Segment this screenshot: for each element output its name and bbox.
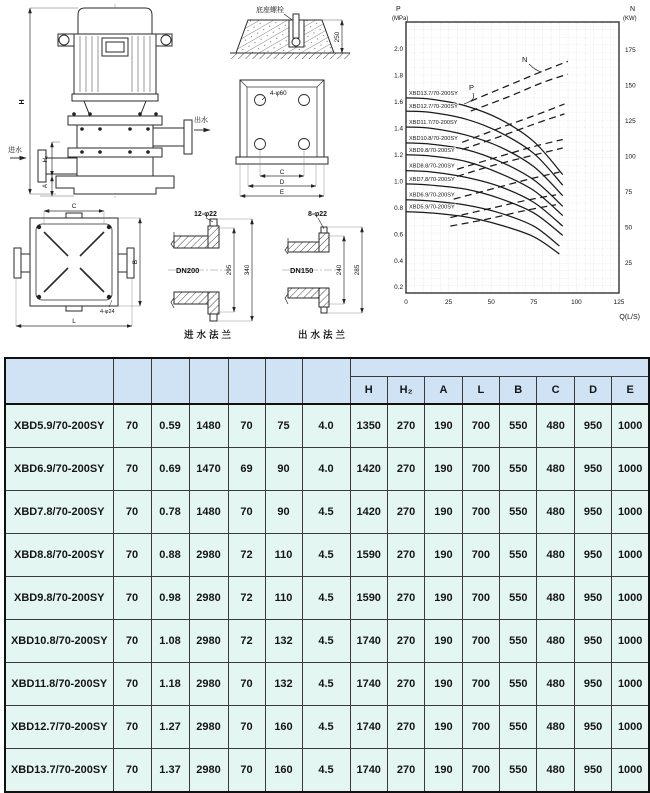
value-cell: 190 bbox=[425, 749, 462, 793]
value-cell: 1740 bbox=[350, 749, 387, 793]
value-cell: 70 bbox=[113, 749, 151, 793]
foundation-section-view bbox=[230, 5, 350, 59]
model-cell: XBD6.9/70-200SY bbox=[5, 448, 113, 491]
chart-power-group-label: N bbox=[522, 55, 528, 64]
left-axis-tick: 1.6 bbox=[394, 99, 403, 107]
header-dim-1: H₂ bbox=[387, 377, 424, 405]
value-cell: 1000 bbox=[612, 620, 649, 663]
value-cell: 70 bbox=[228, 749, 265, 793]
value-cell: 700 bbox=[462, 706, 499, 749]
value-cell: 190 bbox=[425, 448, 462, 491]
inlet-flange-caption: 进水法兰 bbox=[184, 330, 235, 341]
x-axis-tick: 0 bbox=[404, 299, 408, 306]
x-axis-tick: 25 bbox=[445, 299, 453, 306]
base-plan-dim-e: E bbox=[279, 189, 285, 196]
value-cell: 4.0 bbox=[302, 404, 350, 448]
left-axis-tick: 0.6 bbox=[394, 231, 403, 239]
base-plan-holes-label: 4-φ60 bbox=[270, 90, 287, 97]
value-cell: 1480 bbox=[189, 404, 228, 448]
dim-h2-label: H₂ bbox=[42, 155, 49, 163]
value-cell: 1000 bbox=[612, 404, 649, 448]
value-cell: 950 bbox=[574, 448, 611, 491]
base-plate-plan-view bbox=[236, 80, 328, 196]
value-cell: 0.88 bbox=[151, 534, 189, 577]
left-axis-tick: 0.8 bbox=[394, 204, 403, 212]
value-cell: 70 bbox=[113, 620, 151, 663]
value-cell: 950 bbox=[574, 491, 611, 534]
value-cell: 190 bbox=[425, 491, 462, 534]
value-cell: 1000 bbox=[612, 749, 649, 793]
value-cell: 950 bbox=[574, 404, 611, 448]
value-cell: 132 bbox=[265, 620, 302, 663]
inlet-label: 进水 bbox=[8, 147, 22, 154]
value-cell: 160 bbox=[265, 749, 302, 793]
chart-left-axis-title-1: P bbox=[396, 6, 401, 13]
inlet-flange-dn: DN200 bbox=[176, 266, 200, 275]
value-cell: 110 bbox=[265, 577, 302, 620]
chart-right-axis-title-1: N bbox=[630, 6, 636, 13]
x-axis-tick: 100 bbox=[571, 299, 582, 306]
right-axis-tick: 150 bbox=[625, 82, 636, 90]
technical-drawings-section bbox=[0, 0, 650, 350]
value-cell: 70 bbox=[228, 706, 265, 749]
foundation-bolt-label: 底座螺栓 bbox=[256, 7, 284, 14]
value-cell: 2980 bbox=[189, 534, 228, 577]
header-blank-col-0 bbox=[5, 358, 113, 404]
chart-left-axis-title-2: (MPa) bbox=[392, 16, 409, 22]
value-cell: 0.69 bbox=[151, 448, 189, 491]
value-cell: 70 bbox=[113, 404, 151, 448]
value-cell: 550 bbox=[500, 534, 537, 577]
outlet-flange-caption: 出水法兰 bbox=[298, 330, 349, 341]
left-axis-tick: 1.0 bbox=[394, 178, 403, 186]
chart-right-axis-title-2: (KW) bbox=[623, 16, 637, 22]
value-cell: 480 bbox=[537, 534, 574, 577]
curve-label: XBD5.9/70-200SY bbox=[409, 204, 455, 211]
curve-label: XBD11.7/70-200SY bbox=[409, 120, 458, 127]
table-row bbox=[5, 749, 649, 793]
value-cell: 270 bbox=[387, 448, 424, 491]
value-cell: 70 bbox=[228, 663, 265, 706]
model-cell: XBD5.9/70-200SY bbox=[5, 404, 113, 448]
model-cell: XBD8.8/70-200SY bbox=[5, 534, 113, 577]
value-cell: 72 bbox=[228, 620, 265, 663]
outlet-flange-od: 285 bbox=[354, 264, 361, 276]
value-cell: 0.98 bbox=[151, 577, 189, 620]
right-axis-tick: 75 bbox=[625, 189, 633, 197]
curve-label: XBD9.8/70-200SY bbox=[409, 147, 455, 154]
chart-x-axis-title: Q(L/S) bbox=[619, 314, 640, 321]
curve-label: XBD8.8/70-200SY bbox=[409, 163, 455, 170]
dim-h-label: H bbox=[19, 99, 26, 105]
value-cell: 700 bbox=[462, 577, 499, 620]
model-cell: XBD9.8/70-200SY bbox=[5, 577, 113, 620]
value-cell: 0.78 bbox=[151, 491, 189, 534]
value-cell: 70 bbox=[113, 577, 151, 620]
header-blank-col-4 bbox=[228, 358, 265, 404]
value-cell: 480 bbox=[537, 577, 574, 620]
value-cell: 190 bbox=[425, 663, 462, 706]
value-cell: 1590 bbox=[350, 534, 387, 577]
value-cell: 550 bbox=[500, 404, 537, 448]
spec-table-wrap bbox=[4, 357, 647, 793]
value-cell: 0.59 bbox=[151, 404, 189, 448]
value-cell: 950 bbox=[574, 663, 611, 706]
value-cell: 550 bbox=[500, 706, 537, 749]
value-cell: 2980 bbox=[189, 749, 228, 793]
value-cell: 2980 bbox=[189, 620, 228, 663]
value-cell: 700 bbox=[462, 448, 499, 491]
base-top-view bbox=[14, 203, 140, 326]
value-cell: 700 bbox=[462, 749, 499, 793]
value-cell: 4.5 bbox=[302, 534, 350, 577]
value-cell: 1000 bbox=[612, 663, 649, 706]
value-cell: 4.5 bbox=[302, 620, 350, 663]
value-cell: 480 bbox=[537, 620, 574, 663]
value-cell: 2980 bbox=[189, 663, 228, 706]
header-blank-col-6 bbox=[302, 358, 350, 404]
value-cell: 1350 bbox=[350, 404, 387, 448]
value-cell: 160 bbox=[265, 706, 302, 749]
inlet-flange-od: 340 bbox=[244, 264, 251, 276]
inlet-flange-bolt-circle: 295 bbox=[226, 264, 233, 276]
header-blank-col-1 bbox=[113, 358, 151, 404]
outlet-flange-bolt-circle: 240 bbox=[336, 264, 343, 276]
value-cell: 132 bbox=[265, 663, 302, 706]
model-cell: XBD12.7/70-200SY bbox=[5, 706, 113, 749]
header-dim-3: L bbox=[462, 377, 499, 405]
value-cell: 70 bbox=[113, 706, 151, 749]
value-cell: 950 bbox=[574, 749, 611, 793]
value-cell: 1.18 bbox=[151, 663, 189, 706]
value-cell: 70 bbox=[228, 404, 265, 448]
value-cell: 4.0 bbox=[302, 448, 350, 491]
value-cell: 70 bbox=[113, 534, 151, 577]
inlet-flange-view bbox=[168, 211, 252, 341]
header-dim-2: A bbox=[425, 377, 462, 405]
base-plan-dim-c: C bbox=[279, 169, 285, 176]
value-cell: 1000 bbox=[612, 491, 649, 534]
value-cell: 1.37 bbox=[151, 749, 189, 793]
value-cell: 480 bbox=[537, 749, 574, 793]
value-cell: 2980 bbox=[189, 706, 228, 749]
curve-label: XBD12.7/70-200SY bbox=[409, 104, 458, 111]
value-cell: 190 bbox=[425, 534, 462, 577]
value-cell: 550 bbox=[500, 620, 537, 663]
header-dim-6: D bbox=[574, 377, 611, 405]
curve-label: XBD13.7/70-200SY bbox=[409, 90, 458, 97]
value-cell: 70 bbox=[113, 491, 151, 534]
header-blank-col-3 bbox=[189, 358, 228, 404]
value-cell: 550 bbox=[500, 577, 537, 620]
table-row bbox=[5, 534, 649, 577]
value-cell: 190 bbox=[425, 620, 462, 663]
value-cell: 270 bbox=[387, 577, 424, 620]
value-cell: 950 bbox=[574, 577, 611, 620]
value-cell: 480 bbox=[537, 491, 574, 534]
value-cell: 270 bbox=[387, 620, 424, 663]
value-cell: 950 bbox=[574, 706, 611, 749]
right-axis-tick: 100 bbox=[625, 153, 636, 161]
header-blank-col-5 bbox=[265, 358, 302, 404]
dim-a-label: A bbox=[42, 183, 49, 189]
header-blank-col-2 bbox=[151, 358, 189, 404]
value-cell: 270 bbox=[387, 749, 424, 793]
value-cell: 950 bbox=[574, 534, 611, 577]
value-cell: 190 bbox=[425, 404, 462, 448]
value-cell: 69 bbox=[228, 448, 265, 491]
header-dimensions-group bbox=[350, 358, 649, 377]
model-cell: XBD10.8/70-200SY bbox=[5, 620, 113, 663]
table-row bbox=[5, 620, 649, 663]
value-cell: 1.27 bbox=[151, 706, 189, 749]
left-axis-tick: 1.8 bbox=[394, 72, 403, 80]
outlet-flange-dn: DN150 bbox=[290, 266, 314, 275]
value-cell: 700 bbox=[462, 404, 499, 448]
value-cell: 550 bbox=[500, 663, 537, 706]
value-cell: 75 bbox=[265, 404, 302, 448]
outlet-flange-holes: 8-φ22 bbox=[308, 211, 328, 218]
outlet-flange-view bbox=[282, 211, 362, 341]
value-cell: 90 bbox=[265, 448, 302, 491]
value-cell: 270 bbox=[387, 534, 424, 577]
chart-pressure-group-label: P bbox=[469, 83, 475, 92]
performance-chart bbox=[392, 0, 650, 350]
left-axis-tick: 1.4 bbox=[394, 125, 403, 133]
left-axis-tick: 0.2 bbox=[394, 284, 403, 292]
table-row bbox=[5, 404, 649, 448]
header-dim-4: B bbox=[500, 377, 537, 405]
value-cell: 950 bbox=[574, 620, 611, 663]
value-cell: 480 bbox=[537, 404, 574, 448]
value-cell: 190 bbox=[425, 577, 462, 620]
value-cell: 1.08 bbox=[151, 620, 189, 663]
right-axis-tick: 175 bbox=[625, 47, 636, 55]
value-cell: 70 bbox=[228, 491, 265, 534]
value-cell: 270 bbox=[387, 491, 424, 534]
value-cell: 1420 bbox=[350, 491, 387, 534]
value-cell: 700 bbox=[462, 620, 499, 663]
outlet-label: 出水 bbox=[194, 117, 208, 124]
value-cell: 550 bbox=[500, 749, 537, 793]
value-cell: 1000 bbox=[612, 448, 649, 491]
value-cell: 70 bbox=[113, 663, 151, 706]
base-top-dim-c: C bbox=[71, 203, 77, 210]
value-cell: 1000 bbox=[612, 577, 649, 620]
left-axis-tick: 2.0 bbox=[394, 46, 403, 54]
value-cell: 4.5 bbox=[302, 706, 350, 749]
value-cell: 110 bbox=[265, 534, 302, 577]
value-cell: 700 bbox=[462, 491, 499, 534]
pump-front-view bbox=[8, 4, 210, 200]
header-dim-7: E bbox=[612, 377, 649, 405]
value-cell: 480 bbox=[537, 706, 574, 749]
model-cell: XBD13.7/70-200SY bbox=[5, 749, 113, 793]
base-top-dim-l: L bbox=[72, 318, 76, 325]
value-cell: 4.5 bbox=[302, 577, 350, 620]
curve-label: XBD6.9/70-200SY bbox=[409, 192, 455, 199]
x-axis-tick: 125 bbox=[613, 299, 625, 306]
pump-drawings bbox=[0, 0, 392, 350]
right-axis-tick: 125 bbox=[625, 118, 636, 126]
left-axis-tick: 0.4 bbox=[394, 257, 403, 265]
table-row bbox=[5, 491, 649, 534]
curve-label: XBD7.8/70-200SY bbox=[409, 176, 455, 183]
value-cell: 1740 bbox=[350, 706, 387, 749]
value-cell: 1480 bbox=[189, 491, 228, 534]
model-cell: XBD7.8/70-200SY bbox=[5, 491, 113, 534]
value-cell: 1420 bbox=[350, 448, 387, 491]
value-cell: 480 bbox=[537, 663, 574, 706]
value-cell: 550 bbox=[500, 448, 537, 491]
value-cell: 1740 bbox=[350, 663, 387, 706]
curve-label: XBD10.8/70-200SY bbox=[409, 135, 458, 142]
model-cell: XBD11.8/70-200SY bbox=[5, 663, 113, 706]
base-top-holes-label: 4-φ24 bbox=[100, 309, 115, 315]
value-cell: 4.5 bbox=[302, 749, 350, 793]
value-cell: 550 bbox=[500, 491, 537, 534]
value-cell: 1590 bbox=[350, 577, 387, 620]
table-row bbox=[5, 577, 649, 620]
x-axis-tick: 50 bbox=[487, 299, 495, 306]
value-cell: 270 bbox=[387, 706, 424, 749]
value-cell: 90 bbox=[265, 491, 302, 534]
value-cell: 190 bbox=[425, 706, 462, 749]
right-axis-tick: 25 bbox=[625, 260, 633, 268]
value-cell: 270 bbox=[387, 404, 424, 448]
value-cell: 1740 bbox=[350, 620, 387, 663]
table-row bbox=[5, 663, 649, 706]
value-cell: 1000 bbox=[612, 706, 649, 749]
table-row bbox=[5, 706, 649, 749]
value-cell: 72 bbox=[228, 534, 265, 577]
right-axis-tick: 50 bbox=[625, 224, 633, 232]
value-cell: 4.5 bbox=[302, 491, 350, 534]
value-cell: 1470 bbox=[189, 448, 228, 491]
x-axis-tick: 75 bbox=[530, 299, 538, 306]
value-cell: 1000 bbox=[612, 534, 649, 577]
value-cell: 700 bbox=[462, 534, 499, 577]
value-cell: 270 bbox=[387, 663, 424, 706]
foundation-depth-label: 250 bbox=[334, 31, 341, 43]
value-cell: 2980 bbox=[189, 577, 228, 620]
value-cell: 72 bbox=[228, 577, 265, 620]
value-cell: 480 bbox=[537, 448, 574, 491]
base-plan-dim-d: D bbox=[279, 179, 285, 186]
value-cell: 700 bbox=[462, 663, 499, 706]
chart-plot-area bbox=[406, 22, 619, 293]
table-row bbox=[5, 448, 649, 491]
value-cell: 4.5 bbox=[302, 663, 350, 706]
spec-table bbox=[4, 357, 650, 793]
inlet-flange-holes: 12-φ22 bbox=[194, 211, 217, 218]
base-top-dim-b: B bbox=[132, 259, 139, 265]
header-dim-0: H bbox=[350, 377, 387, 405]
value-cell: 70 bbox=[113, 448, 151, 491]
left-axis-tick: 1.2 bbox=[394, 151, 403, 159]
header-dim-5: C bbox=[537, 377, 574, 405]
